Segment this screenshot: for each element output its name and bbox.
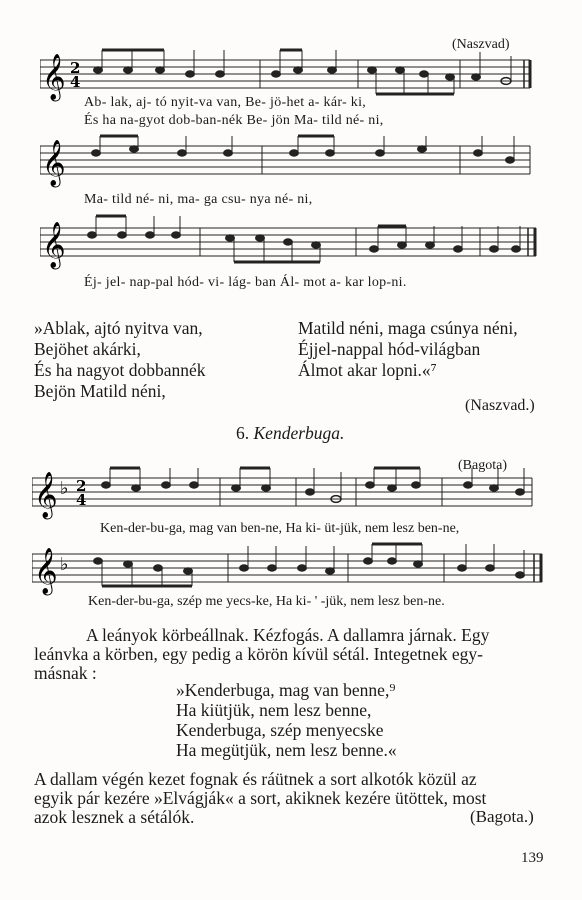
instructions-paragraph-2 — [34, 770, 486, 827]
svg-text:𝄞: 𝄞 — [42, 222, 66, 268]
svg-text:♭: ♭ — [60, 554, 69, 575]
svg-text:𝄞: 𝄞 — [34, 548, 58, 594]
poem-line: Ha megütjük, nem lesz benne.« — [176, 740, 397, 760]
section-number: 6. — [236, 423, 250, 443]
paragraph-line: azok lesznek a sétálók. — [34, 807, 195, 827]
source-naszvad: (Naszvad.) — [465, 397, 535, 414]
lyric-line-5: Ken-der-bu-ga, mag van ben-ne, Ha ki- üt-jük, nem lesz ben-ne, — [100, 521, 460, 536]
page-number: 139 — [521, 850, 544, 866]
poem-line: Matild néni, maga csúnya néni, — [298, 318, 518, 338]
svg-text:𝄞: 𝄞 — [34, 472, 58, 518]
poem-line: Álmot akar lopni.«⁷ — [298, 360, 437, 380]
source-label-naszvad-top: (Naszvad) — [452, 37, 510, 52]
poem-left-column — [34, 318, 206, 402]
poem-line: Bejöhet akárki, — [34, 339, 141, 359]
svg-text:4: 4 — [70, 73, 81, 91]
poem-line: »Ablak, ajtó nyitva van, — [34, 318, 203, 338]
paragraph-line: másnak : — [34, 663, 97, 683]
music-staff-3 — [40, 212, 560, 272]
section-title: Kenderbuga. — [253, 423, 345, 443]
lyric-line-1: Ab- lak, aj- tó nyit-va van, Be- jö-het a- kár- ki, — [84, 95, 367, 110]
svg-text:4: 4 — [76, 491, 87, 509]
svg-text:2: 2 — [76, 477, 87, 495]
poem-line: »Kenderbuga, mag van benne,⁹ — [176, 680, 396, 700]
section-heading — [236, 423, 344, 444]
source-bagota: (Bagota.) — [470, 807, 534, 826]
paragraph-line: leánvka a körben, egy pedig a körön kívül sétál. Integetnek egy- — [34, 644, 484, 664]
poem-line: Ha kiütjük, nem lesz benne, — [176, 700, 372, 720]
svg-text:♭: ♭ — [60, 478, 69, 499]
poem-line: Kenderbuga, szép menyecske — [176, 720, 384, 740]
poem-kenderbuga — [176, 680, 397, 760]
lyric-line-6: Ken-der-bu-ga, szép me yecs-ke, Ha ki- ' -jük, nem lesz ben-ne. — [88, 594, 445, 609]
svg-text:𝄞: 𝄞 — [42, 54, 66, 100]
svg-text:2: 2 — [70, 59, 81, 77]
poem-line: És ha nagyot dobbannék — [34, 360, 206, 380]
poem-line: Éjjel-nappal hód-világban — [298, 339, 481, 359]
paragraph-line: A leányok körbeállnak. Kézfogás. A dallamra járnak. Egy — [86, 625, 490, 645]
paragraph-line: egyik pár kezére »Elvágják« a sort, akiknek kezére ütöttek, most — [34, 788, 487, 808]
svg-text:𝄞: 𝄞 — [42, 140, 66, 186]
music-staff-5 — [32, 540, 552, 600]
source-label-bagota-top: (Bagota) — [458, 458, 507, 473]
instructions-paragraph-1 — [34, 626, 489, 683]
poem-line: Bejön Matild néni, — [34, 381, 166, 401]
poem-right-column — [298, 318, 518, 381]
lyric-line-3: Ma- tild né- ni, ma- ga csu- nya né- ni, — [84, 192, 313, 207]
lyric-line-2: És ha na-gyot dob-ban-nék Be- jön Ma- tild né- ni, — [84, 113, 384, 128]
lyric-line-4: Éj- jel- nap-pal hód- vi- lág- ban Ál- mot a- kar lop-ni. — [84, 275, 407, 290]
music-staff-4 — [32, 464, 552, 524]
paragraph-line: A dallam végén kezet fognak és ráütnek a sort alkotók közül az — [34, 769, 477, 789]
music-staff-2 — [40, 128, 560, 188]
